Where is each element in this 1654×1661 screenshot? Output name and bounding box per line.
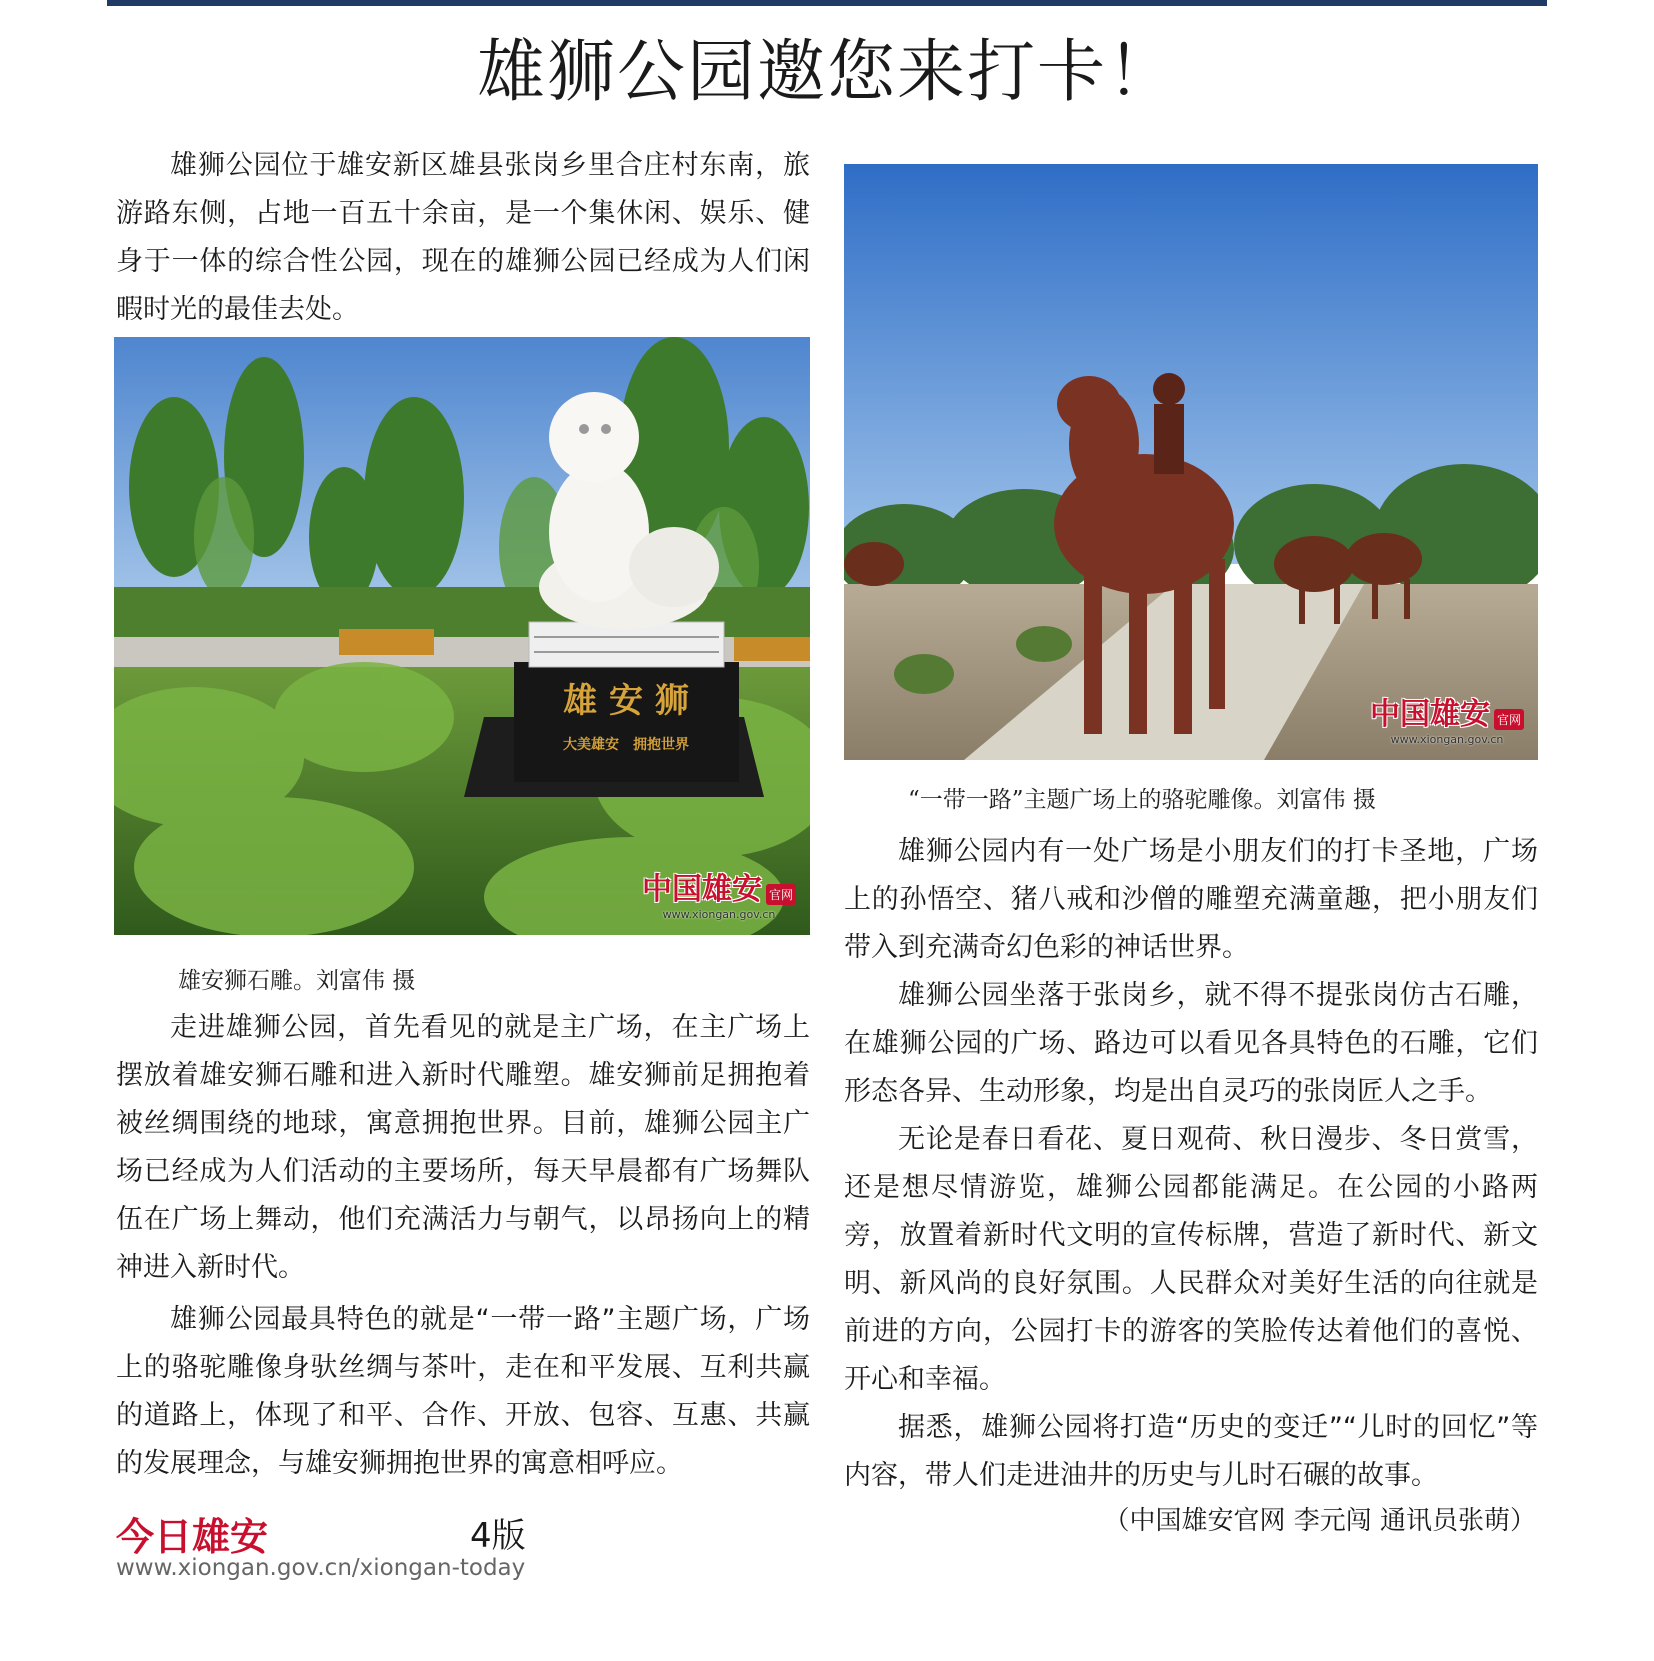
footer-url[interactable]: www.xiongan.gov.cn/xiongan-today: [116, 1555, 526, 1581]
seal-badge: 官网: [766, 884, 796, 905]
left-paragraph-1: 雄狮公园位于雄安新区雄县张岗乡里合庄村东南，旅游路东侧，占地一百五十余亩，是一个集休闲、娱乐、健身于一体的综合性公园，现在的雄狮公园已经成为人们闲暇时光的最佳去处。: [116, 150, 810, 325]
article-title: 雄狮公园邀您来打卡！: [476, 33, 1177, 112]
left-paragraph-2: 走进雄狮公园，首先看见的就是主广场，在主广场上摆放着雄安狮石雕和进入新时代雕塑。雄安狮前足拥抱着被丝绸围绕的地球，寓意拥抱世界。目前，雄狮公园主广场已经成为人们活动的主要场所，每天早晨都有广场舞队伍在广场上舞动，他们充满活力与朝气，以昂扬向上的精神进入新时代。: [116, 1012, 810, 1283]
camel-statue-photo: [844, 164, 1538, 760]
publication-logo: 今日雄安: [116, 1514, 269, 1559]
photo-watermark-2: 中国雄安 官网 www.xiongan.gov.cn: [1370, 689, 1524, 746]
page-number: 4版: [470, 1516, 526, 1556]
top-rule: [107, 0, 1547, 6]
lion-statue-photo: [114, 337, 810, 935]
lion-photo-caption: 雄安狮石雕。刘富伟 摄: [178, 968, 416, 994]
photo-watermark: 中国雄安 官网 www.xiongan.gov.cn: [642, 864, 796, 921]
right-paragraph-4: 据悉，雄狮公园将打造“历史的变迁”“儿时的回忆”等内容，带人们走进油井的历史与儿时石碾的故事。: [844, 1412, 1538, 1491]
plaque-motto: 大美雄安 拥抱世界: [563, 737, 689, 753]
camel-photo-caption: “一带一路”主题广场上的骆驼雕像。刘富伟 摄: [908, 787, 1376, 813]
right-paragraph-2: 雄狮公园坐落于张岗乡，就不得不提张岗仿古石雕，在雄狮公园的广场、路边可以看见各具特色的石雕，它们形态各异、生动形象，均是出自灵巧的张岗匠人之手。: [844, 980, 1538, 1107]
seal-badge: 官网: [1494, 709, 1524, 730]
plaque-title: 雄 安 狮: [563, 681, 689, 721]
right-paragraph-3: 无论是春日看花、夏日观荷、秋日漫步、冬日赏雪，还是想尽情游览，雄狮公园都能满足。在公园的小路两旁，放置着新时代文明的宣传标牌，营造了新时代、新文明、新风尚的良好氛围。人民群众对美好生活的向往就是前进的方向，公园打卡的游客的笑脸传达着他们的喜悦、开心和幸福。: [844, 1124, 1538, 1395]
left-paragraph-3: 雄狮公园最具特色的就是“一带一路”主题广场，广场上的骆驼雕像身驮丝绸与茶叶，走在和平发展、互利共赢的道路上，体现了和平、合作、开放、包容、互惠、共赢的发展理念，与雄安狮拥抱世界的寓意相呼应。: [116, 1304, 810, 1479]
byline: （中国雄安官网 李元闯 通讯员张萌）: [1103, 1506, 1536, 1536]
right-paragraph-1: 雄狮公园内有一处广场是小朋友们的打卡圣地，广场上的孙悟空、猪八戒和沙僧的雕塑充满童趣，把小朋友们带入到充满奇幻色彩的神话世界。: [844, 836, 1538, 963]
